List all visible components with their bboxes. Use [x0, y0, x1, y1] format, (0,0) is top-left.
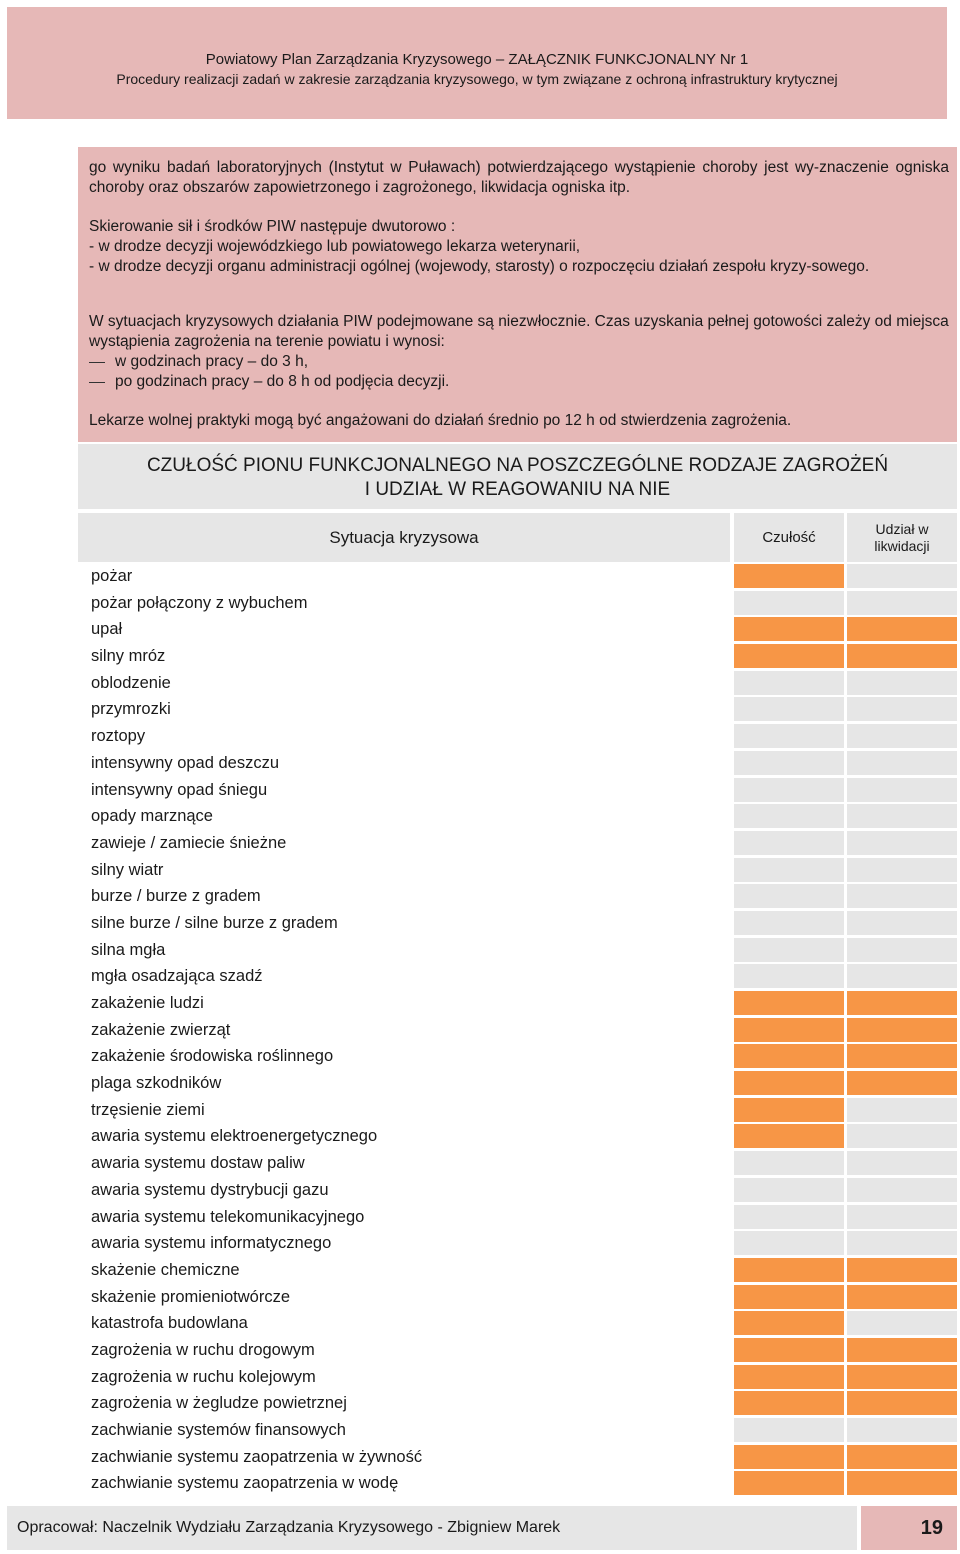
row-situation-label: burze / burze z gradem	[78, 883, 730, 910]
row-participation-cell	[847, 831, 957, 855]
footer-author: Opracował: Naczelnik Wydziału Zarządzania Kryzysowego - Zbigniew Marek	[7, 1506, 857, 1550]
row-situation-label: katastrofa budowlana	[78, 1310, 730, 1337]
row-situation-label: skażenie promieniotwórcze	[78, 1284, 730, 1311]
table-row	[78, 616, 957, 643]
row-participation-cell	[847, 1124, 957, 1148]
row-sensitivity-cell	[734, 644, 844, 668]
column-header-participation: Udział w likwidacji	[847, 513, 957, 562]
row-sensitivity-cell	[734, 1178, 844, 1202]
row-participation-cell	[847, 617, 957, 641]
row-situation-label: plaga szkodników	[78, 1070, 730, 1097]
row-participation-cell	[847, 884, 957, 908]
row-participation-cell	[847, 964, 957, 988]
intro-p3-item: po godzinach pracy – do 8 h od podjęcia decyzji.	[89, 372, 949, 392]
row-situation-label: oblodzenie	[78, 670, 730, 697]
table-row	[78, 643, 957, 670]
table-row	[78, 1123, 957, 1150]
row-sensitivity-cell	[734, 1098, 844, 1122]
row-sensitivity-cell	[734, 1418, 844, 1442]
table-row	[78, 1204, 957, 1231]
section-title	[78, 444, 957, 509]
row-situation-label: zawieje / zamiecie śnieżne	[78, 830, 730, 857]
intro-p2-line: - w drodze decyzji organu administracji ogólnej (wojewody, starosty) o rozpoczęciu działań zespołu kryzy-sowego.	[89, 258, 870, 275]
row-sensitivity-cell	[734, 697, 844, 721]
row-participation-cell	[847, 778, 957, 802]
row-situation-label: zagrożenia w ruchu kolejowym	[78, 1364, 730, 1391]
row-sensitivity-cell	[734, 938, 844, 962]
row-situation-label: opady marznące	[78, 803, 730, 830]
row-participation-cell	[847, 724, 957, 748]
row-participation-cell	[847, 1044, 957, 1068]
table-row	[78, 1017, 957, 1044]
row-situation-label: pożar	[78, 563, 730, 590]
row-sensitivity-cell	[734, 1311, 844, 1335]
row-sensitivity-cell	[734, 1471, 844, 1495]
row-sensitivity-cell	[734, 1151, 844, 1175]
intro-p2-line: Skierowanie sił i środków PIW następuje dwutorowo :	[89, 218, 456, 235]
row-participation-cell	[847, 1338, 957, 1362]
page-header	[7, 7, 947, 119]
row-sensitivity-cell	[734, 724, 844, 748]
row-situation-label: mgła osadzająca szadź	[78, 963, 730, 990]
row-participation-cell	[847, 644, 957, 668]
row-sensitivity-cell	[734, 964, 844, 988]
intro-paragraph-2	[89, 217, 949, 277]
row-sensitivity-cell	[734, 1044, 844, 1068]
section-title-line-1: CZUŁOŚĆ PIONU FUNKCJONALNEGO NA POSZCZEGÓLNE RODZAJE ZAGROŻEŃ	[146, 455, 889, 476]
intro-paragraph-1: go wyniku badań laboratoryjnych (Instytut w Puławach) potwierdzającego wystąpienie choroby jest wy-znaczenie ogniska choroby oraz obszarów zapowietrzonego i zagrożonego, likwidacja ogniska itp.	[89, 159, 949, 196]
row-participation-cell	[847, 1178, 957, 1202]
threat-table-body	[78, 563, 957, 1497]
row-situation-label: zagrożenia w ruchu drogowym	[78, 1337, 730, 1364]
row-situation-label: awaria systemu elektroenergetycznego	[78, 1123, 730, 1150]
table-row	[78, 1097, 957, 1124]
row-participation-cell	[847, 938, 957, 962]
table-row	[78, 696, 957, 723]
section-title-line-2: I UDZIAŁ W REAGOWANIU NA NIE	[364, 479, 671, 500]
row-sensitivity-cell	[734, 1338, 844, 1362]
row-sensitivity-cell	[734, 617, 844, 641]
intro-paragraph-3	[89, 312, 949, 392]
row-situation-label: zachwianie systemów finansowych	[78, 1417, 730, 1444]
row-sensitivity-cell	[734, 991, 844, 1015]
intro-p3-text: W sytuacjach kryzysowych działania PIW podejmowane są niezwłocznie. Czas uzyskania pełnej gotowości zależy od miejsca wystąpienia zagrożenia na terenie powiatu i wynosi:	[89, 313, 949, 350]
row-sensitivity-cell	[734, 1285, 844, 1309]
row-sensitivity-cell	[734, 1391, 844, 1415]
row-sensitivity-cell	[734, 1071, 844, 1095]
row-participation-cell	[847, 1365, 957, 1389]
table-row	[78, 1257, 957, 1284]
table-row	[78, 1444, 957, 1471]
row-participation-cell	[847, 1151, 957, 1175]
row-participation-cell	[847, 1071, 957, 1095]
row-participation-cell	[847, 1018, 957, 1042]
table-row	[78, 723, 957, 750]
row-situation-label: silny wiatr	[78, 857, 730, 884]
row-situation-label: silny mróz	[78, 643, 730, 670]
row-situation-label: zagrożenia w żegludze powietrznej	[78, 1390, 730, 1417]
row-situation-label: upał	[78, 616, 730, 643]
intro-box	[78, 147, 957, 442]
table-row	[78, 857, 957, 884]
row-situation-label: przymrozki	[78, 696, 730, 723]
row-participation-cell	[847, 991, 957, 1015]
row-situation-label: zakażenie ludzi	[78, 990, 730, 1017]
row-participation-cell	[847, 1258, 957, 1282]
row-participation-cell	[847, 751, 957, 775]
row-sensitivity-cell	[734, 1231, 844, 1255]
row-sensitivity-cell	[734, 1205, 844, 1229]
table-row	[78, 963, 957, 990]
row-sensitivity-cell	[734, 1445, 844, 1469]
column-header-sensitivity: Czułość	[734, 513, 844, 562]
table-row	[78, 1070, 957, 1097]
table-row	[78, 883, 957, 910]
table-row	[78, 937, 957, 964]
row-sensitivity-cell	[734, 778, 844, 802]
table-row	[78, 563, 957, 590]
table-row	[78, 1417, 957, 1444]
row-sensitivity-cell	[734, 1258, 844, 1282]
row-situation-label: zachwianie systemu zaopatrzenia w żywność	[78, 1444, 730, 1471]
row-participation-cell	[847, 911, 957, 935]
row-situation-label: zachwianie systemu zaopatrzenia w wodę	[78, 1470, 730, 1497]
table-row	[78, 1390, 957, 1417]
table-row	[78, 777, 957, 804]
table-row	[78, 670, 957, 697]
table-row	[78, 830, 957, 857]
row-participation-cell	[847, 1391, 957, 1415]
row-participation-cell	[847, 1231, 957, 1255]
table-row	[78, 803, 957, 830]
row-situation-label: skażenie chemiczne	[78, 1257, 730, 1284]
table-row	[78, 1150, 957, 1177]
page-number: 19	[861, 1506, 957, 1550]
row-sensitivity-cell	[734, 1124, 844, 1148]
row-situation-label: trzęsienie ziemi	[78, 1097, 730, 1124]
row-sensitivity-cell	[734, 1018, 844, 1042]
column-header-situation: Sytuacja kryzysowa	[78, 513, 730, 562]
row-sensitivity-cell	[734, 911, 844, 935]
row-sensitivity-cell	[734, 858, 844, 882]
table-row	[78, 1043, 957, 1070]
row-situation-label: awaria systemu dystrybucji gazu	[78, 1177, 730, 1204]
row-participation-cell	[847, 1418, 957, 1442]
row-participation-cell	[847, 1098, 957, 1122]
table-row	[78, 1177, 957, 1204]
row-situation-label: intensywny opad deszczu	[78, 750, 730, 777]
row-situation-label: awaria systemu informatycznego	[78, 1230, 730, 1257]
row-participation-cell	[847, 1285, 957, 1309]
row-sensitivity-cell	[734, 804, 844, 828]
row-participation-cell	[847, 1471, 957, 1495]
row-situation-label: zakażenie zwierząt	[78, 1017, 730, 1044]
row-participation-cell	[847, 591, 957, 615]
table-row	[78, 1230, 957, 1257]
row-participation-cell	[847, 564, 957, 588]
intro-paragraph-4: Lekarze wolnej praktyki mogą być angażowani do działań średnio po 12 h od stwierdzenia zagrożenia.	[89, 412, 792, 429]
table-row	[78, 1284, 957, 1311]
row-sensitivity-cell	[734, 751, 844, 775]
row-situation-label: awaria systemu telekomunikacyjnego	[78, 1204, 730, 1231]
row-participation-cell	[847, 1205, 957, 1229]
row-participation-cell	[847, 1311, 957, 1335]
row-participation-cell	[847, 804, 957, 828]
row-sensitivity-cell	[734, 884, 844, 908]
row-sensitivity-cell	[734, 1365, 844, 1389]
row-situation-label: pożar połączony z wybuchem	[78, 590, 730, 617]
row-sensitivity-cell	[734, 671, 844, 695]
row-situation-label: zakażenie środowiska roślinnego	[78, 1043, 730, 1070]
row-participation-cell	[847, 697, 957, 721]
table-row	[78, 1337, 957, 1364]
row-situation-label: silna mgła	[78, 937, 730, 964]
row-sensitivity-cell	[734, 564, 844, 588]
row-sensitivity-cell	[734, 831, 844, 855]
row-participation-cell	[847, 1445, 957, 1469]
table-row	[78, 590, 957, 617]
table-row	[78, 990, 957, 1017]
row-situation-label: silne burze / silne burze z gradem	[78, 910, 730, 937]
table-row	[78, 750, 957, 777]
header-subtitle: Procedury realizacji zadań w zakresie zarządzania kryzysowego, w tym związane z ochroną infrastruktury krytycznej	[116, 71, 838, 87]
table-row	[78, 1310, 957, 1337]
row-sensitivity-cell	[734, 591, 844, 615]
row-situation-label: intensywny opad śniegu	[78, 777, 730, 804]
intro-p2-line: - w drodze decyzji wojewódzkiego lub powiatowego lekarza weterynarii,	[89, 238, 581, 255]
row-situation-label: roztopy	[78, 723, 730, 750]
intro-p3-item: w godzinach pracy – do 3 h,	[89, 352, 949, 372]
row-participation-cell	[847, 671, 957, 695]
table-row	[78, 910, 957, 937]
header-title: Powiatowy Plan Zarządzania Kryzysowego – ZAŁĄCZNIK FUNKCJONALNY Nr 1	[205, 51, 749, 68]
row-situation-label: awaria systemu dostaw paliw	[78, 1150, 730, 1177]
row-participation-cell	[847, 858, 957, 882]
table-row	[78, 1364, 957, 1391]
table-row	[78, 1470, 957, 1497]
